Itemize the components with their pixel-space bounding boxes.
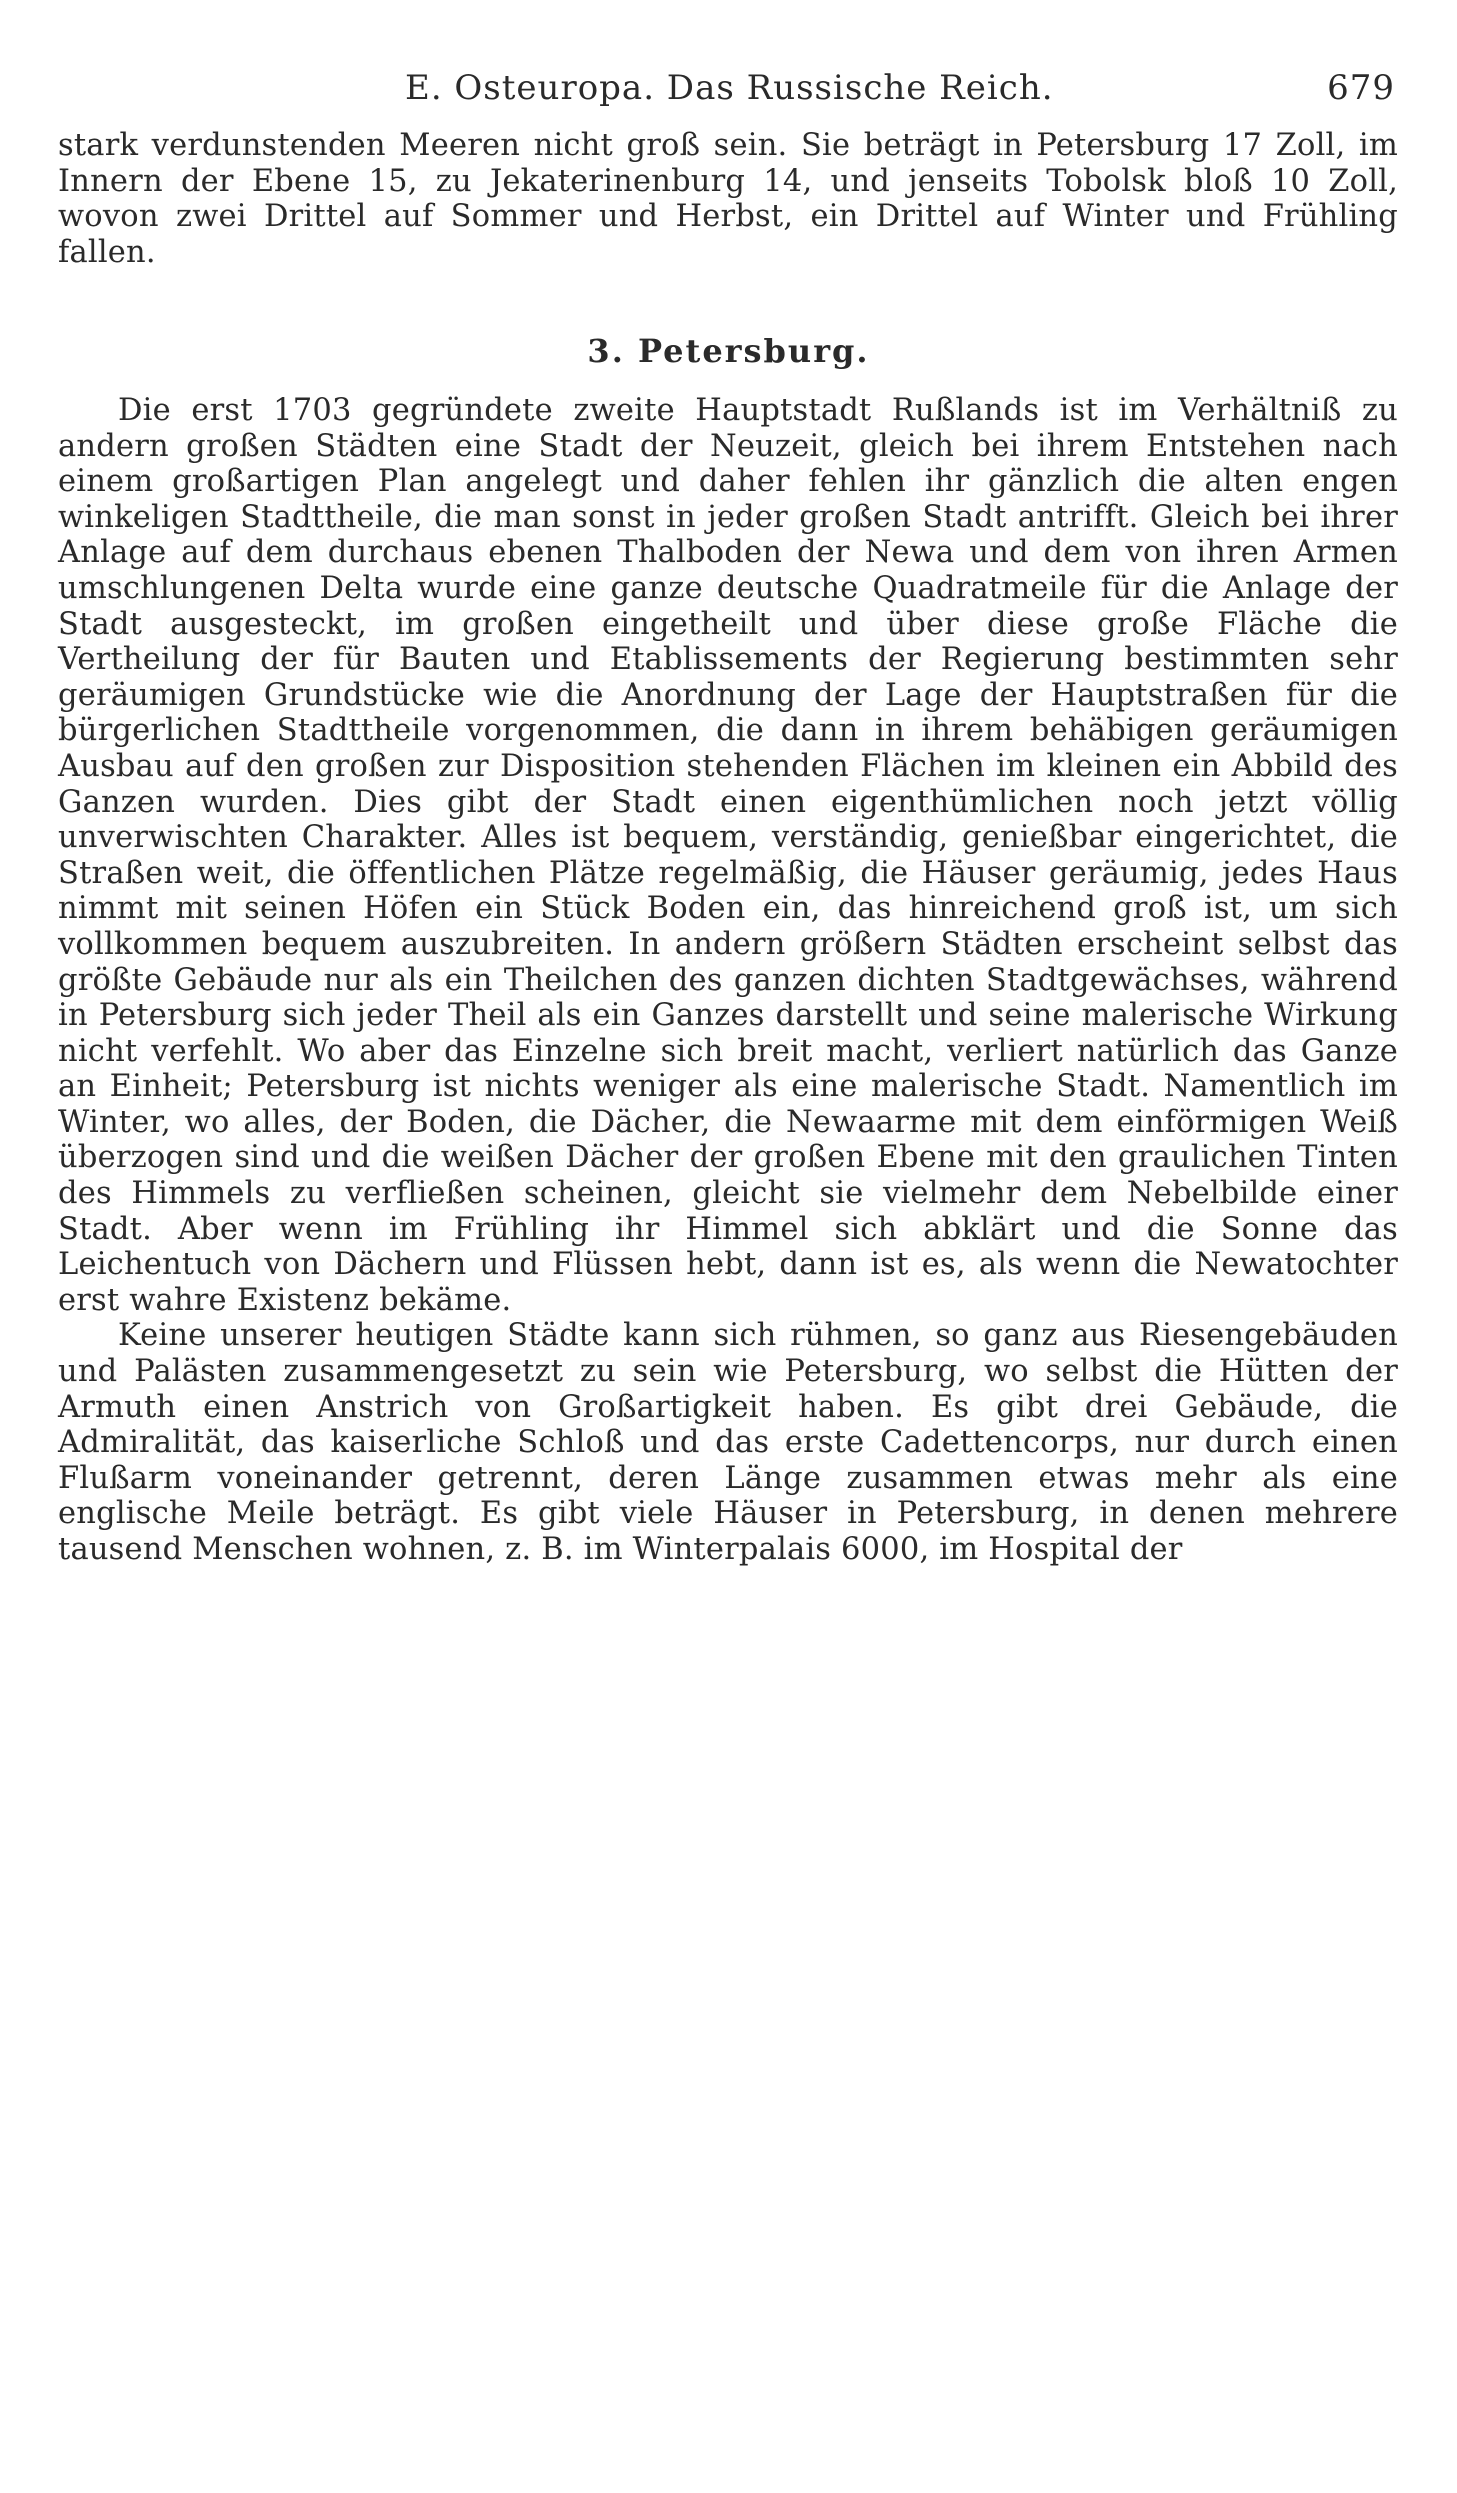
paragraph-buildings: Keine unserer heutigen Städte kann sich rühmen, so ganz aus Riesengebäuden und Palästen zusammengesetzt zu sein wie Petersburg, wo selbst die Hütten der Armuth einen Anstrich von Großartigkeit haben. Es gibt drei Gebäude, die Admiralität, das kaiserliche Schloß und das erste Cadettencorps, nur durch einen Flußarm voneinander getrennt, deren Länge zusammen etwas mehr als eine englische Meile beträgt. Es gibt viele Häuser in Petersburg, in denen mehrere tausend Menschen wohnen, z. B. im Winterpalais 6000, im Hospital der bbox=[58, 1318, 1398, 1567]
paragraph-founding: Die erst 1703 gegründete zweite Hauptstadt Rußlands ist im Verhältniß zu andern großen Städten eine Stadt der Neuzeit, gleich bei ihrem Entstehen nach einem großartigen Plan angelegt und daher fehlen ihr gänzlich die alten engen winkeligen Stadttheile, die man sonst in jeder großen Stadt antrifft. Gleich bei ihrer Anlage auf dem durchaus ebenen Thalboden der Newa und dem von ihren Armen umschlungenen Delta wurde eine ganze deutsche Quadratmeile für die Anlage der Stadt ausgesteckt, im großen eingetheilt und über diese große Fläche die Vertheilung der für Bauten und Etablissements der Regierung bestimmten sehr geräumigen Grundstücke wie die Anordnung der Lage der Hauptstraßen für die bürgerlichen Stadttheile vorgenommen, die dann in ihrem behäbigen geräumigen Ausbau auf den großen zur Disposition stehenden Flächen im kleinen ein Abbild des Ganzen wurden. Dies gibt der Stadt einen eigenthümlichen noch jetzt völlig unverwischten Charakter. Alles ist bequem, verständig, genießbar eingerichtet, die Straßen weit, die öffentlichen Plätze regelmäßig, die Häuser geräumig, jedes Haus nimmt mit seinen Höfen ein Stück Boden ein, das hinreichend groß ist, um sich vollkommen bequem auszubreiten. In andern größern Städten erscheint selbst das größte Gebäude nur als ein Theilchen des ganzen dichten Stadtgewächses, während in Petersburg sich jeder Theil als ein Ganzes darstellt und seine malerische Wirkung nicht verfehlt. Wo aber das Einzelne sich breit macht, verliert natürlich das Ganze an Einheit; Petersburg ist nichts weniger als eine malerische Stadt. Namentlich im Winter, wo alles, der Boden, die Dächer, die Newaarme mit dem einförmigen Weiß überzogen sind und die weißen Dächer der großen Ebene mit den graulichen Tinten des Himmels zu verfließen scheinen, gleicht sie vielmehr dem Nebelbilde einer Stadt. Aber wenn im Frühling ihr Himmel sich abklärt und die Sonne das Leichentuch von Dächern und Flüssen hebt, dann ist es, als wenn die Newatochter erst wahre Existenz bekäme. bbox=[58, 393, 1398, 1318]
section-heading: 3. Petersburg. bbox=[587, 332, 870, 370]
intro-text-block bbox=[58, 128, 1398, 270]
page-number: 679 bbox=[1327, 68, 1395, 108]
running-head bbox=[405, 68, 1395, 118]
main-text-block bbox=[58, 393, 1398, 1568]
intro-paragraph: stark verdunstenden Meeren nicht groß sein. Sie beträgt in Petersburg 17 Zoll, im Innern der Ebene 15, zu Jekaterinenburg 14, und jenseits Tobolsk bloß 10 Zoll, wovon zwei Drittel auf Sommer und Herbst, ein Drittel auf Winter und Frühling fallen. bbox=[58, 128, 1398, 270]
running-head-title: E. Osteuropa. Das Russische Reich. bbox=[405, 68, 1054, 108]
